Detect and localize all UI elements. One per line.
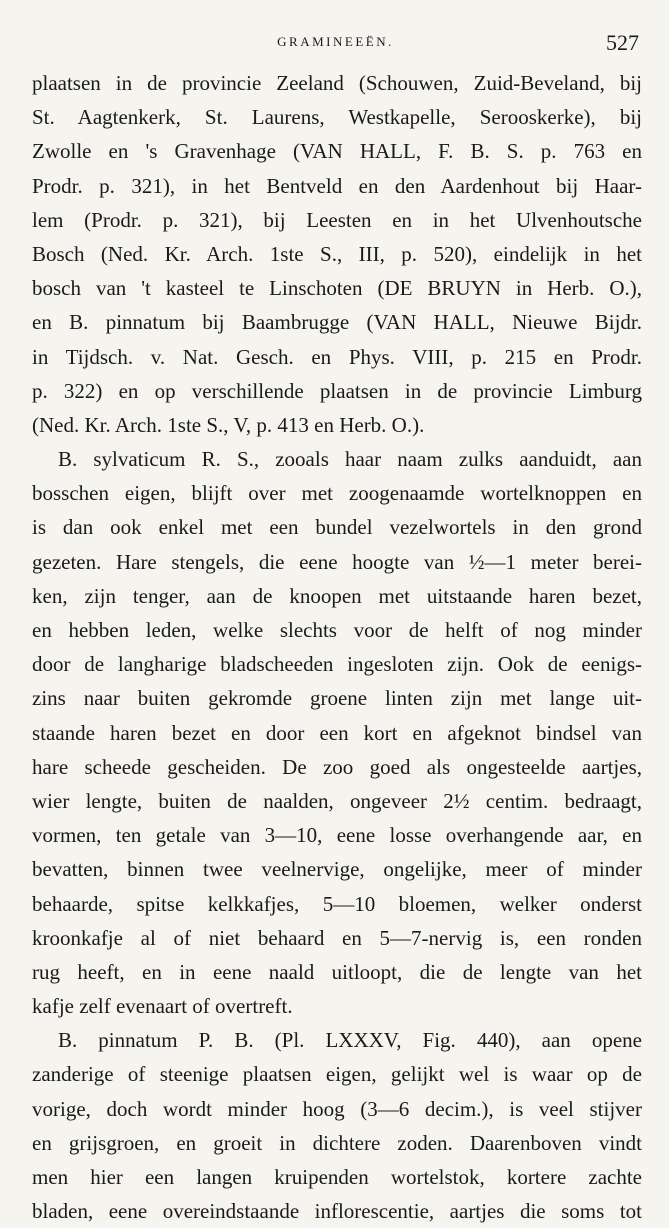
text-line: bevatten, binnen twee veelnervige, ongelijke, meer of minder bbox=[32, 857, 642, 882]
text-line: men hier een langen kruipenden wortelstok, kortere zachte bbox=[32, 1165, 642, 1189]
text-line: zanderige of steenige plaatsen eigen, gelijkt wel is waar op de bbox=[32, 1062, 642, 1087]
text-line: lem (Prodr. p. 321), bij Leesten en in het Ulvenhoutsche bbox=[32, 207, 642, 232]
running-title: GRAMINEEËN. bbox=[277, 34, 394, 49]
text-line: kroonkafje al of niet behaard en 5—7-nervig is, een ronden bbox=[32, 925, 642, 950]
text-line: rug heeft, en in eene naald uitloopt, die de lengte van het bbox=[32, 959, 642, 984]
text-line: wier lengte, buiten de naalden, ongeveer 2½ centim. bedraagt, bbox=[32, 788, 642, 813]
text-line: Prodr. p. 321), in het Bentveld en den Aardenhout bij Haar- bbox=[32, 173, 642, 198]
text-line: is dan ook enkel met een bundel vezelwortels in den grond bbox=[32, 515, 642, 540]
text-line: B. sylvaticum R. S., zooals haar naam zulks aanduidt, aan bbox=[58, 447, 642, 472]
text-line: en B. pinnatum bij Baambrugge (VAN HALL, Nieuwe Bijdr. bbox=[32, 310, 642, 335]
text-line: in Tijdsch. v. Nat. Gesch. en Phys. VIII, p. 215 en Prodr. bbox=[32, 344, 642, 369]
text-line: bosschen eigen, blijft over met zoogenaamde wortelknoppen en bbox=[32, 481, 642, 506]
text-line: kafje zelf evenaart of overtreft. bbox=[32, 994, 293, 1019]
text-line: vorige, doch wordt minder hoog (3—6 decim.), is veel stijver bbox=[32, 1096, 642, 1121]
page-number: 527 bbox=[606, 30, 639, 55]
text-line: vormen, ten getale van 3—10, eene losse overhangende aar, en bbox=[32, 823, 642, 848]
text-line: Zwolle en 's Gravenhage (VAN HALL, F. B. S. p. 763 en bbox=[32, 139, 642, 164]
text-line: St. Aagtenkerk, St. Laurens, Westkapelle, Serooskerke), bij bbox=[32, 105, 642, 130]
text-line: door de langharige bladscheeden ingesloten zijn. Ook de eenigs- bbox=[32, 652, 642, 677]
text-line: en grijsgroen, en groeit in dichtere zoden. Daarenboven vindt bbox=[32, 1130, 642, 1155]
text-line: zins naar buiten gekromde groene linten zijn met lange uit- bbox=[32, 686, 642, 711]
text-line: B. pinnatum P. B. (Pl. LXXXV, Fig. 440), aan opene bbox=[58, 1028, 642, 1053]
text-line: (Ned. Kr. Arch. 1ste S., V, p. 413 en Herb. O.). bbox=[32, 412, 425, 437]
text-line: bladen, eene overeindstaande inflorescentie, aartjes die soms tot bbox=[32, 1199, 642, 1224]
text-line: en hebben leden, welke slechts voor de helft of nog minder bbox=[32, 618, 642, 642]
text-line: plaatsen in de provincie Zeeland (Schouwen, Zuid-Beveland, bij bbox=[32, 71, 642, 95]
text-line: behaarde, spitse kelkkafjes, 5—10 bloemen, welker onderst bbox=[32, 891, 642, 916]
text-line: p. 322) en op verschillende plaatsen in de provincie Limburg bbox=[32, 378, 642, 403]
body-text bbox=[32, 66, 642, 1228]
text-line: staande haren bezet en door een kort en afgeknot bindsel van bbox=[32, 720, 642, 745]
text-line: ken, zijn tenger, aan de knoopen met uitstaande haren bezet, bbox=[32, 583, 642, 608]
text-line: hare scheede gescheiden. De zoo goed als ongesteelde aartjes, bbox=[32, 754, 642, 779]
text-line: Bosch (Ned. Kr. Arch. 1ste S., III, p. 520), eindelijk in het bbox=[32, 241, 642, 266]
text-line: bosch van 't kasteel te Linschoten (DE BRUYN in Herb. O.), bbox=[32, 276, 642, 301]
text-line: gezeten. Hare stengels, die eene hoogte van ½—1 meter berei- bbox=[32, 549, 642, 574]
page-header bbox=[32, 30, 639, 54]
